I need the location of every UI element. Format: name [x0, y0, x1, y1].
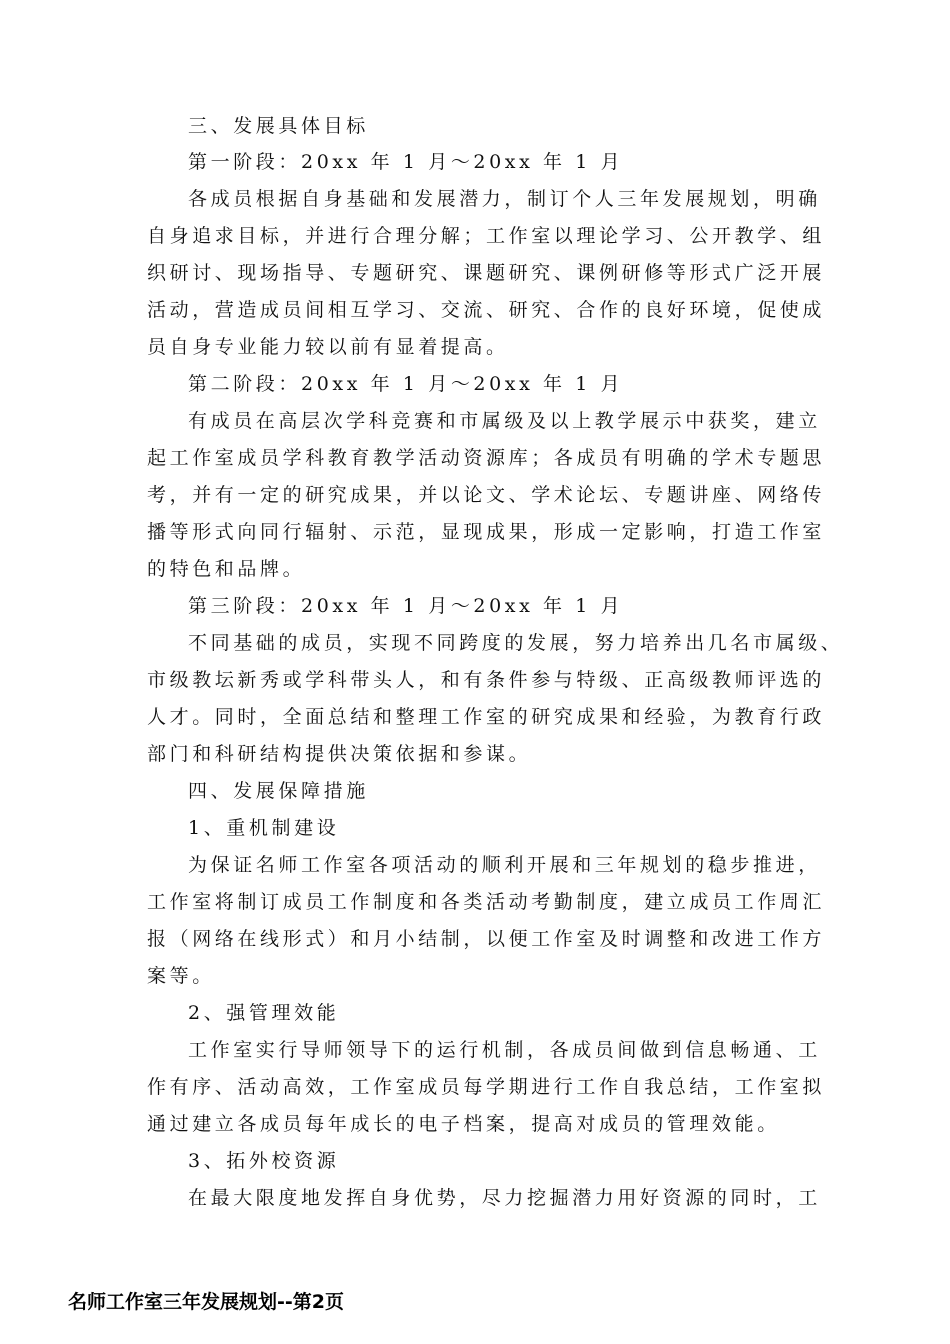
- paragraph-line: 作有序、活动高效，工作室成员每学期进行工作自我总结，工作室拟: [147, 1076, 826, 1098]
- section-heading: 三、发展具体目标: [188, 115, 369, 137]
- paragraph-line: 报（网络在线形式）和月小结制，以便工作室及时调整和改进工作方: [147, 928, 826, 950]
- paragraph-line: 播等形式向同行辐射、示范，显现成果，形成一定影响，打造工作室: [147, 521, 826, 543]
- paragraph-line: 的特色和品牌。: [147, 558, 306, 580]
- paragraph-line: 有成员在高层次学科竞赛和市属级及以上教学展示中获奖，建立: [188, 410, 821, 432]
- paragraph-line: 部门和科研结构提供决策依据和参谋。: [147, 743, 532, 765]
- stage-title: 第一阶段：20xx 年 1 月～20xx 年 1 月: [188, 151, 624, 173]
- paragraph-line: 市级教坛新秀或学科带头人，和有条件参与特级、正高级教师评选的: [147, 669, 826, 691]
- page-footer: 名师工作室三年发展规划--第2页: [68, 1291, 344, 1313]
- paragraph-line: 起工作室成员学科教育教学活动资源库；各成员有明确的学术专题思: [147, 447, 826, 469]
- section-heading: 四、发展保障措施: [188, 780, 369, 802]
- paragraph-line: 活动，营造成员间相互学习、交流、研究、合作的良好环境，促使成: [147, 299, 826, 321]
- paragraph-line: 工作室将制订成员工作制度和各类活动考勤制度，建立成员工作周汇: [147, 891, 826, 913]
- paragraph-line: 员自身专业能力较以前有显着提高。: [147, 336, 509, 358]
- paragraph-line: 为保证名师工作室各项活动的顺利开展和三年规划的稳步推进，: [188, 854, 821, 876]
- paragraph-line: 自身追求目标，并进行合理分解；工作室以理论学习、公开教学、组: [147, 225, 826, 247]
- stage-title: 第二阶段：20xx 年 1 月～20xx 年 1 月: [188, 373, 624, 395]
- paragraph-line: 通过建立各成员每年成长的电子档案，提高对成员的管理效能。: [147, 1113, 780, 1135]
- paragraph-line: 织研讨、现场指导、专题研究、课题研究、课例研修等形式广泛开展: [147, 262, 826, 284]
- item-title: 1、重机制建设: [188, 817, 340, 839]
- paragraph-line: 考，并有一定的研究成果，并以论文、学术论坛、专题讲座、网络传: [147, 484, 826, 506]
- item-title: 3、拓外校资源: [188, 1150, 340, 1172]
- paragraph-line: 各成员根据自身基础和发展潜力，制订个人三年发展规划，明确: [188, 188, 821, 210]
- paragraph-line: 工作室实行导师领导下的运行机制，各成员间做到信息畅通、工: [188, 1039, 821, 1061]
- paragraph-line: 不同基础的成员，实现不同跨度的发展，努力培养出几名市属级、: [188, 632, 844, 654]
- stage-title: 第三阶段：20xx 年 1 月～20xx 年 1 月: [188, 595, 624, 617]
- item-title: 2、强管理效能: [188, 1002, 340, 1024]
- paragraph-line: 案等。: [147, 965, 215, 987]
- paragraph-line: 人才。同时，全面总结和整理工作室的研究成果和经验，为教育行政: [147, 706, 826, 728]
- paragraph-line: 在最大限度地发挥自身优势，尽力挖掘潜力用好资源的同时，工: [188, 1187, 821, 1209]
